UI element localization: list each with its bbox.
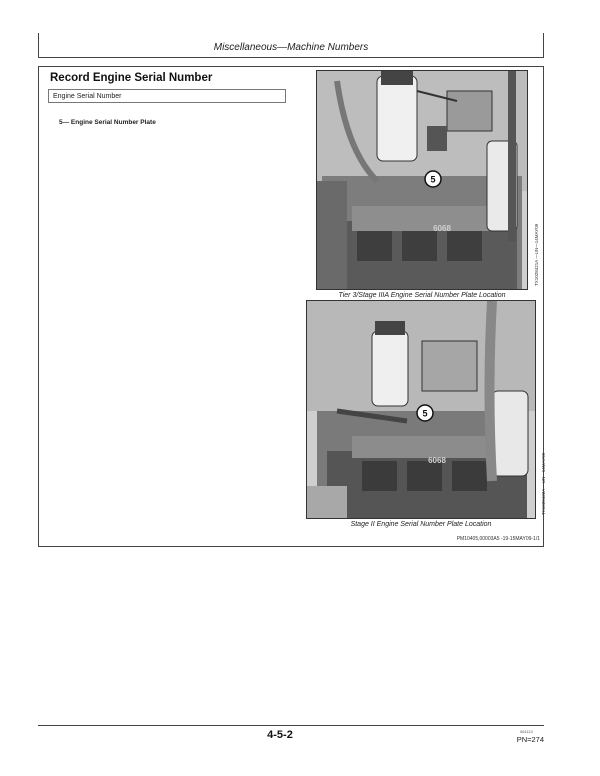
callout-5-figure2: 5 — [422, 408, 428, 419]
callout-5-figure1: 5 — [430, 174, 436, 185]
document-reference: PM10405,00003A5 -19-15MAY09-1/1 — [456, 536, 540, 542]
section-title: Record Engine Serial Number — [50, 72, 213, 84]
page-header-title: Miscellaneous—Machine Numbers — [213, 42, 369, 53]
header-rule-bottom — [38, 57, 544, 58]
figure1-id: TX1028421A —UN—14MAY09 — [534, 223, 539, 286]
footer-rule — [38, 725, 544, 726]
figure-legend: 5— Engine Serial Number Plate — [59, 119, 156, 126]
engine-label-figure2: 6068 — [428, 456, 446, 465]
engine-label-figure1: 6068 — [433, 224, 451, 233]
figure2-caption: Stage II Engine Serial Number Plate Location — [350, 521, 492, 528]
figure1-caption: Tier 3/Stage IIIA Engine Serial Number Plate Location — [338, 292, 506, 299]
figure2-id: TX1028422A —UN—14MAY09 — [541, 452, 546, 515]
engine-serial-number-field[interactable]: Engine Serial Number — [48, 89, 286, 103]
engine-photo-stage2 — [306, 300, 536, 519]
engine-photo-tier3 — [316, 70, 528, 290]
footer-code: 061113 — [520, 729, 533, 734]
footer-pn: PN=274 — [516, 735, 544, 744]
page-number: 4-5-2 — [267, 729, 293, 741]
